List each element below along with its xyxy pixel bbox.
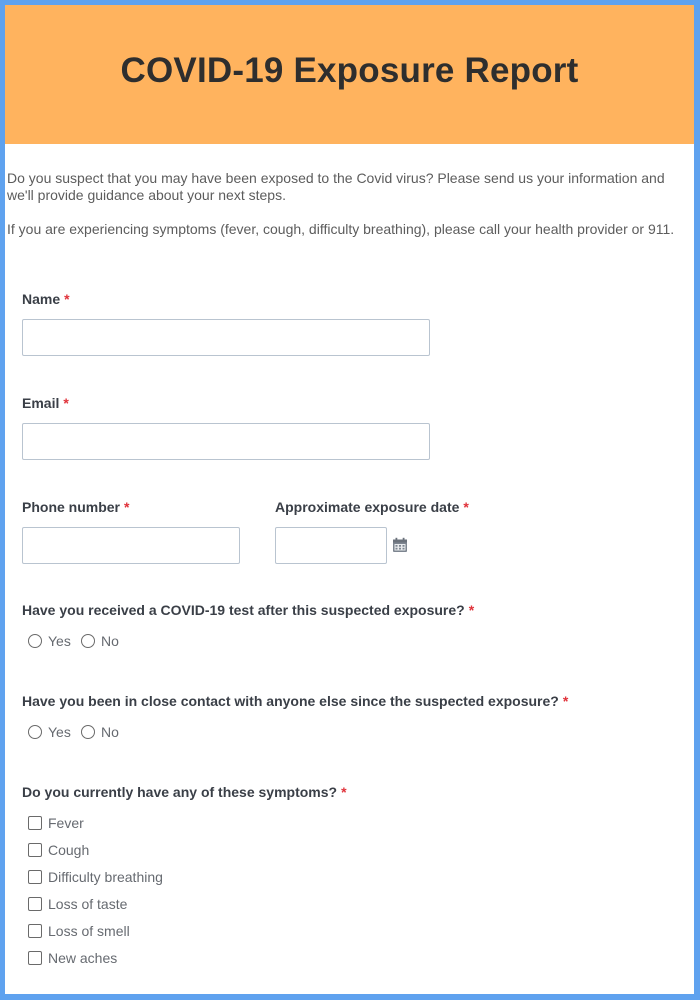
required-asterisk: *: [468, 602, 475, 618]
radio-button[interactable]: [28, 634, 42, 648]
required-asterisk: *: [562, 693, 569, 709]
close-contact-no-option[interactable]: [81, 724, 119, 740]
option-label: New aches: [48, 950, 118, 966]
covid-test-question-label: [22, 602, 474, 618]
exposure-date-label: [275, 499, 469, 515]
form-container: [5, 5, 694, 994]
form-intro: [5, 170, 694, 238]
intro-paragraph-1: Do you suspect that you may have been exposed to the Covid virus? Please send us your information and we'll provide guidance about your next steps.: [7, 170, 665, 203]
checkbox[interactable]: [28, 951, 42, 965]
option-label: No: [101, 724, 119, 740]
form-header: [5, 5, 694, 144]
option-label: Fever: [48, 815, 84, 831]
radio-button[interactable]: [28, 725, 42, 739]
calendar-icon[interactable]: [392, 537, 408, 553]
email-input[interactable]: [22, 423, 430, 460]
checkbox[interactable]: [28, 897, 42, 911]
covid-test-no-option[interactable]: [81, 633, 119, 649]
required-asterisk: *: [341, 784, 347, 800]
option-label: Loss of smell: [48, 923, 130, 939]
required-asterisk: *: [64, 291, 70, 307]
name-input[interactable]: [22, 319, 430, 356]
phone-label: [22, 499, 129, 515]
checkbox[interactable]: [28, 843, 42, 857]
form-title: COVID-19 Exposure Report: [120, 50, 579, 90]
symptom-cough-checkbox[interactable]: [28, 842, 89, 858]
covid-test-yes-option[interactable]: [28, 633, 71, 649]
name-label: [22, 291, 70, 307]
required-asterisk: *: [463, 499, 469, 515]
option-label: Yes: [48, 724, 71, 740]
checkbox[interactable]: [28, 870, 42, 884]
required-asterisk: *: [124, 499, 130, 515]
radio-button[interactable]: [81, 725, 95, 739]
intro-paragraph-2: If you are experiencing symptoms (fever, cough, difficulty breathing), please call your health provider or 911.: [7, 221, 675, 237]
phone-input[interactable]: [22, 527, 240, 564]
symptoms-question-text: Do you currently have any of these symptoms?: [22, 784, 338, 800]
checkbox[interactable]: [28, 924, 42, 938]
symptom-loss-of-taste-checkbox[interactable]: [28, 896, 127, 912]
symptom-fever-checkbox[interactable]: [28, 815, 84, 831]
required-asterisk: *: [63, 395, 69, 411]
option-label: Loss of taste: [48, 896, 128, 912]
option-label: Cough: [48, 842, 90, 858]
exposure-date-label-text: Approximate exposure date: [275, 499, 460, 515]
radio-button[interactable]: [81, 634, 95, 648]
option-label: Yes: [48, 633, 71, 649]
email-label: [22, 395, 69, 411]
symptom-new-aches-checkbox[interactable]: [28, 950, 117, 966]
symptoms-question-label: [22, 784, 347, 800]
close-contact-yes-option[interactable]: [28, 724, 71, 740]
covid-test-question-text: Have you received a COVID-19 test after this suspected exposure?: [22, 602, 465, 618]
symptom-loss-of-smell-checkbox[interactable]: [28, 923, 130, 939]
option-label: No: [101, 633, 119, 649]
close-contact-question-text: Have you been in close contact with anyone else since the suspected exposure?: [22, 693, 559, 709]
name-label-text: Name: [22, 291, 61, 307]
exposure-date-input[interactable]: [275, 527, 387, 564]
phone-label-text: Phone number: [22, 499, 121, 515]
option-label: Difficulty breathing: [48, 869, 163, 885]
checkbox[interactable]: [28, 816, 42, 830]
close-contact-question-label: [22, 693, 568, 709]
symptom-difficulty-breathing-checkbox[interactable]: [28, 869, 163, 885]
email-label-text: Email: [22, 395, 60, 411]
